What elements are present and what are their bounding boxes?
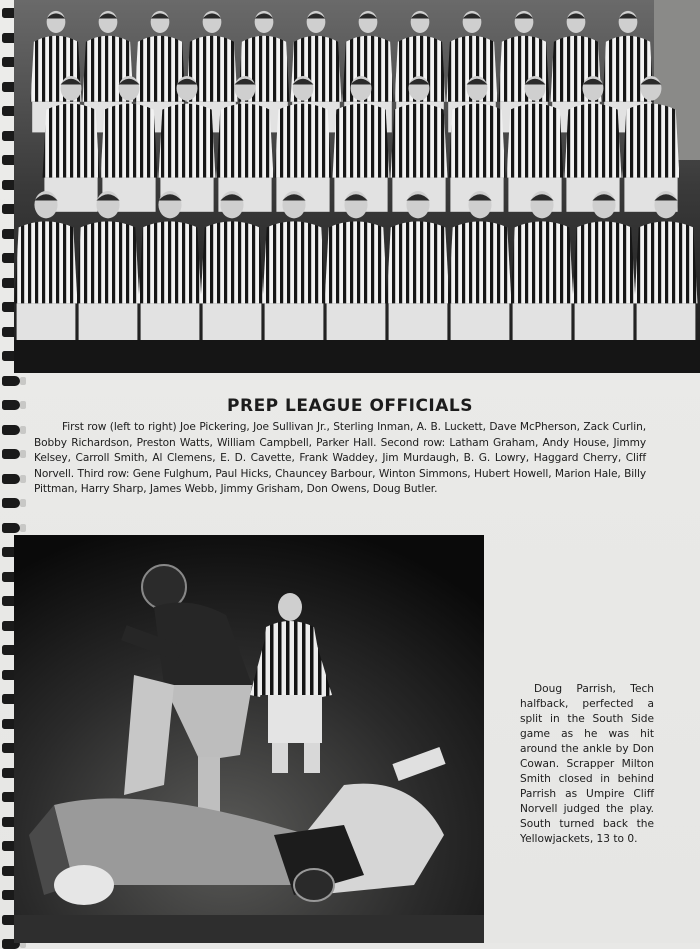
official-striped-shirt xyxy=(159,104,216,178)
binding-ring xyxy=(2,523,20,533)
official-striped-shirt xyxy=(43,104,100,178)
official-white-pants xyxy=(575,303,634,341)
official-striped-shirt xyxy=(391,104,448,178)
official-striped-shirt xyxy=(635,221,698,303)
official-striped-shirt xyxy=(623,104,680,178)
official-striped-shirt xyxy=(15,221,78,303)
official-white-pants xyxy=(327,303,386,341)
official-striped-shirt xyxy=(201,221,264,303)
official-striped-shirt xyxy=(217,104,274,178)
binding-hole xyxy=(20,450,26,458)
binding-ring xyxy=(2,449,20,459)
binding-hole xyxy=(20,524,26,532)
official-striped-shirt xyxy=(77,221,140,303)
official-white-pants xyxy=(203,303,262,341)
page-headline: PREP LEAGUE OFFICIALS xyxy=(227,396,473,416)
binding-ring xyxy=(2,474,20,484)
officials-team-photo xyxy=(14,0,700,373)
official-striped-shirt xyxy=(573,221,636,303)
binding-hole xyxy=(20,426,26,434)
official-striped-shirt xyxy=(449,104,506,178)
officials-caption: First row (left to right) Joe Pickering, Joe Sullivan Jr., Sterling Inman, A. B. Luckett, Dave McPherson, Zack Curlin, Bobby Richardson, Preston Watts, William Campbell, Parker Hall. Second row: Latham Graham, Andy House, Jimmy Kelsey, Carroll Smith, Al Clemens, E. D. Cavette, Frank Waddey, Jim Murdaugh, B. G. Lowry, Haggard Cherry, Cliff Norvell. Third row: Gene Fulghum, Paul Hicks, Chauncey Barbour, Winton Simmons, Hubert Howell, Marion Hale, Billy Pittman, Harry Sharp, James Webb, Jimmy Grisham, Don Owens, Doug Butler. xyxy=(34,421,646,495)
official-striped-shirt xyxy=(325,221,388,303)
official-striped-shirt xyxy=(101,104,158,178)
official-white-pants xyxy=(17,303,76,341)
binding-hole xyxy=(20,377,26,385)
official-striped-shirt xyxy=(507,104,564,178)
official-striped-shirt xyxy=(275,104,332,178)
official-striped-shirt xyxy=(511,221,574,303)
official-white-pants xyxy=(389,303,448,341)
binding-ring xyxy=(2,376,20,386)
action-photo-caption: Doug Parrish, Tech halfback, perfected a split in the South Side game as he was hit around the ankle by Don Cowan. Scrapper Milton Smith closed in behind Parrish as Umpire Cliff Norvell judged the play. South turned back the Yellowjackets, 13 to 0. xyxy=(520,683,654,845)
official-white-pants xyxy=(451,303,510,341)
football-action-photo xyxy=(14,535,484,943)
binding-ring xyxy=(2,425,20,435)
official-striped-shirt xyxy=(263,221,326,303)
official-white-pants xyxy=(513,303,572,341)
official-striped-shirt xyxy=(449,221,512,303)
official-white-pants xyxy=(265,303,324,341)
binding-ring xyxy=(2,498,20,508)
binding-hole xyxy=(20,475,26,483)
official-striped-shirt xyxy=(565,104,622,178)
official-striped-shirt xyxy=(139,221,202,303)
official-striped-shirt xyxy=(387,221,450,303)
official-white-pants xyxy=(141,303,200,341)
official-striped-shirt xyxy=(333,104,390,178)
official-white-pants xyxy=(637,303,696,341)
official-white-pants xyxy=(79,303,138,341)
binding-hole xyxy=(20,499,26,507)
